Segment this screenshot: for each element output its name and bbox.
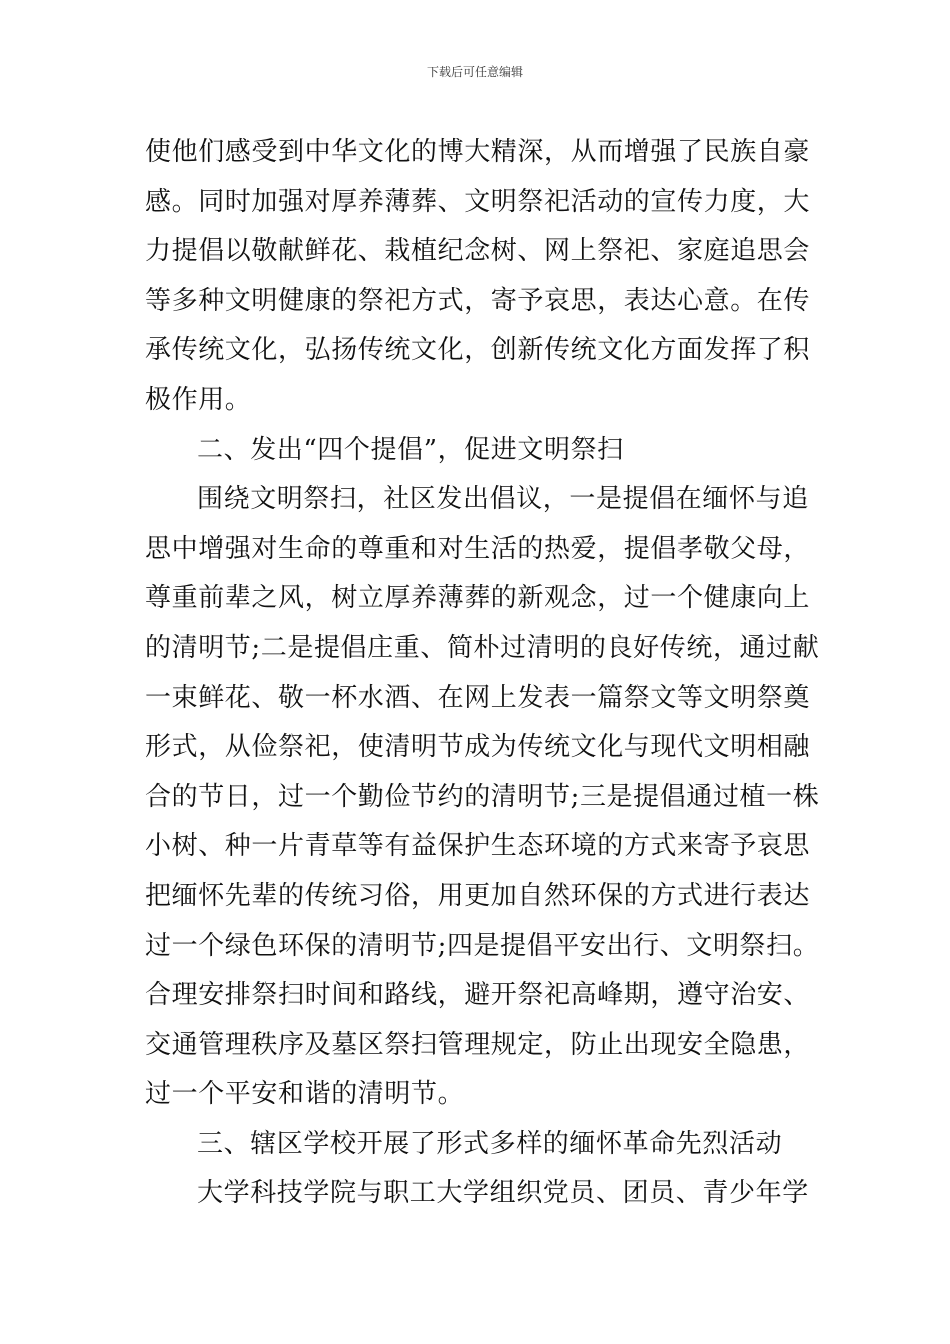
- document-body: [145, 128, 820, 1219]
- text-line: 三、辖区学校开展了形式多样的缅怀革命先烈活动: [197, 1128, 783, 1159]
- text-line: 交通管理秩序及墓区祭扫管理规定，防止出现安全隐患，: [145, 1029, 811, 1060]
- text-line: 使他们感受到中华文化的博大精深，从而增强了民族自豪: [145, 137, 811, 167]
- text-line: 形式，从俭祭祀，使清明节成为传统文化与现代文明相融: [145, 732, 811, 763]
- text-line: 尊重前辈之风，树立厚养薄葬的新观念，过一个健康向上: [145, 583, 811, 614]
- text-line: 的清明节;二是提倡庄重、简朴过清明的良好传统，通过献: [145, 632, 820, 663]
- text-line: 过一个绿色环保的清明节;四是提倡平安出行、文明祭扫。: [145, 930, 820, 961]
- text-line: 小树、种一片青草等有益保护生态环境的方式来寄予哀思: [145, 831, 811, 862]
- text-line: 感。同时加强对厚养薄葬、文明祭祀活动的宣传力度，大: [145, 186, 811, 217]
- text-line: 合的节日，过一个勤俭节约的清明节;三是提倡通过植一株: [145, 781, 820, 812]
- text-line: 承传统文化，弘扬传统文化，创新传统文化方面发挥了积: [145, 335, 811, 366]
- text-line: 过一个平安和谐的清明节。: [145, 1079, 465, 1110]
- text-line: 极作用。: [145, 384, 252, 415]
- page-header: 下载后可任意编辑: [426, 65, 523, 79]
- text-line: 二、发出“四个提倡”，促进文明祭扫: [197, 434, 624, 465]
- text-line: 围绕文明祭扫，社区发出倡议，一是提倡在缅怀与追: [197, 484, 809, 515]
- text-line: 把缅怀先辈的传统习俗，用更加自然环保的方式进行表达: [145, 880, 811, 911]
- text-line: 大学科技学院与职工大学组织党员、团员、青少年学: [197, 1178, 809, 1209]
- text-line: 思中增强对生命的尊重和对生活的热爱，提倡孝敬父母，: [145, 533, 811, 564]
- text-line: 等多种文明健康的祭祀方式，寄予哀思，表达心意。在传: [145, 285, 811, 316]
- text-line: 一束鲜花、敬一杯水酒、在网上发表一篇祭文等文明祭奠: [145, 682, 811, 713]
- text-line: 力提倡以敬献鲜花、栽植纪念树、网上祭祀、家庭追思会: [145, 236, 811, 267]
- text-line: 合理安排祭扫时间和路线，避开祭祀高峰期，遵守治安、: [145, 980, 811, 1011]
